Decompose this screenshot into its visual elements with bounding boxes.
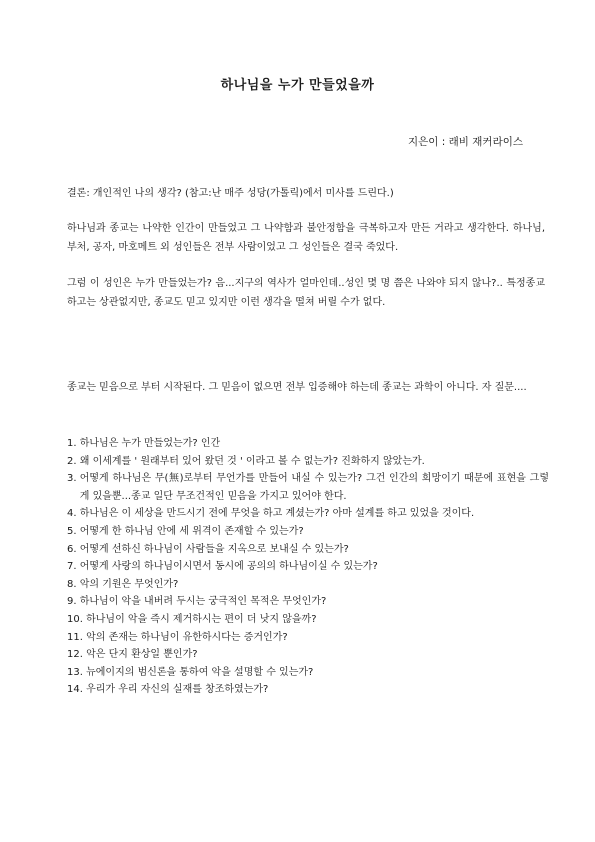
list-item-text: 왜 이세계를 ' 원래부터 있어 왔던 것 ' 이라고 볼 수 없는가? 진화하지 않았는가.: [79, 455, 425, 467]
question-list: [67, 435, 549, 699]
list-item-text: 하나님이 악을 내버려 두시는 궁극적인 목적은 무엇인가?: [79, 596, 327, 608]
list-item: [67, 453, 549, 471]
list-item: [67, 558, 549, 576]
list-item-number: 14.: [67, 684, 87, 696]
list-item-text: 악의 존재는 하나님이 유한하시다는 증거인가?: [86, 631, 288, 643]
list-item: [67, 470, 549, 505]
list-item-number: 6.: [67, 543, 80, 555]
list-item-number: 3.: [67, 473, 80, 485]
list-item: [67, 664, 549, 682]
body-paragraph-1: 하나님과 종교는 나약한 인간이 만들었고 그 나약함과 불안정함을 극복하고자 만든 거라고 생각한다. 하나님, 부처, 공자, 마호메트 외 성인들은 전부 사람이었고 그 성인들은 결국 죽었다.: [67, 223, 545, 253]
list-item: [67, 646, 549, 664]
page-title: 하나님을 누가 만들었을까: [220, 78, 375, 93]
list-item-text: 어떻게 선하신 하나님이 사람들을 지옥으로 보내실 수 있는가?: [79, 543, 349, 555]
list-item-number: 12.: [67, 649, 87, 661]
list-item-number: 4.: [67, 508, 80, 520]
author-line: 지은이 : 래비 재커라이스: [408, 136, 523, 148]
list-item-number: 7.: [67, 561, 80, 573]
list-item-text: 어떻게 하나님은 무(無)로부터 무언가를 만들어 내실 수 있는가? 그건 인간의 희망이기 때문에 표현을 그렇게 있을뿐...종교 일단 무조건적인 믿음을 가지고 있어야 한다.: [79, 473, 549, 502]
list-item-text: 악의 기원은 무엇인가?: [79, 578, 179, 590]
list-item-text: 우리가 우리 자신의 실재를 창조하였는가?: [86, 684, 269, 696]
list-item-text: 하나님이 악을 즉시 제거하시는 편이 더 낫지 않을까?: [86, 613, 317, 625]
list-item-number: 1.: [67, 438, 80, 449]
list-item: [67, 505, 549, 523]
list-item-text: 어떻게 사랑의 하나님이시면서 동시에 공의의 하나님이실 수 있는가?: [79, 561, 378, 573]
list-item-text: 어떻게 한 하나님 안에 세 위격이 존재할 수 있는가?: [79, 525, 304, 537]
list-item-number: 9.: [67, 596, 80, 608]
list-item-text: 하나님은 이 세상을 만드시기 전에 무엇을 하고 계셨는가? 아마 설계를 하고 있었을 것이다.: [79, 508, 475, 520]
body-paragraph-3: 종교는 믿음으로 부터 시작된다. 그 믿음이 없으면 전부 입증해야 하는데 종교는 과학이 아니다. 자 질문....: [67, 382, 527, 393]
list-item-text: 악은 단지 환상일 뿐인가?: [86, 649, 198, 661]
list-item: [67, 629, 549, 647]
list-item-number: 13.: [67, 666, 87, 678]
list-item: [67, 611, 549, 629]
list-item-number: 8.: [67, 578, 80, 590]
list-item-number: 10.: [67, 613, 87, 625]
list-item-text: 뉴에이지의 범신론을 통하여 악을 설명할 수 있는가?: [86, 666, 314, 678]
list-item: [67, 541, 549, 559]
list-item: [67, 681, 549, 699]
list-item-number: 11.: [67, 631, 87, 643]
list-item: [67, 576, 549, 594]
list-item: [67, 523, 549, 541]
list-item-text: 하나님은 누가 만들었는가? 인간: [79, 438, 221, 449]
list-item: [67, 435, 549, 453]
list-item-number: 2.: [67, 455, 80, 467]
list-item-number: 5.: [67, 525, 80, 537]
conclusion-paragraph: 결론: 개인적인 나의 생각? (참고:난 매주 성당(가톨릭)에서 미사를 드린다.): [67, 188, 394, 199]
list-item: [67, 593, 549, 611]
body-paragraph-2: 그럼 이 성인은 누가 만들었는가? 음...지구의 역사가 얼마인데..성인 몇 명 쯤은 나와야 되지 않나?.. 특정종교하고는 상관없지만, 종교도 믿고 있지만 이런 생각을 떨쳐 버릴 수가 없다.: [67, 278, 545, 308]
